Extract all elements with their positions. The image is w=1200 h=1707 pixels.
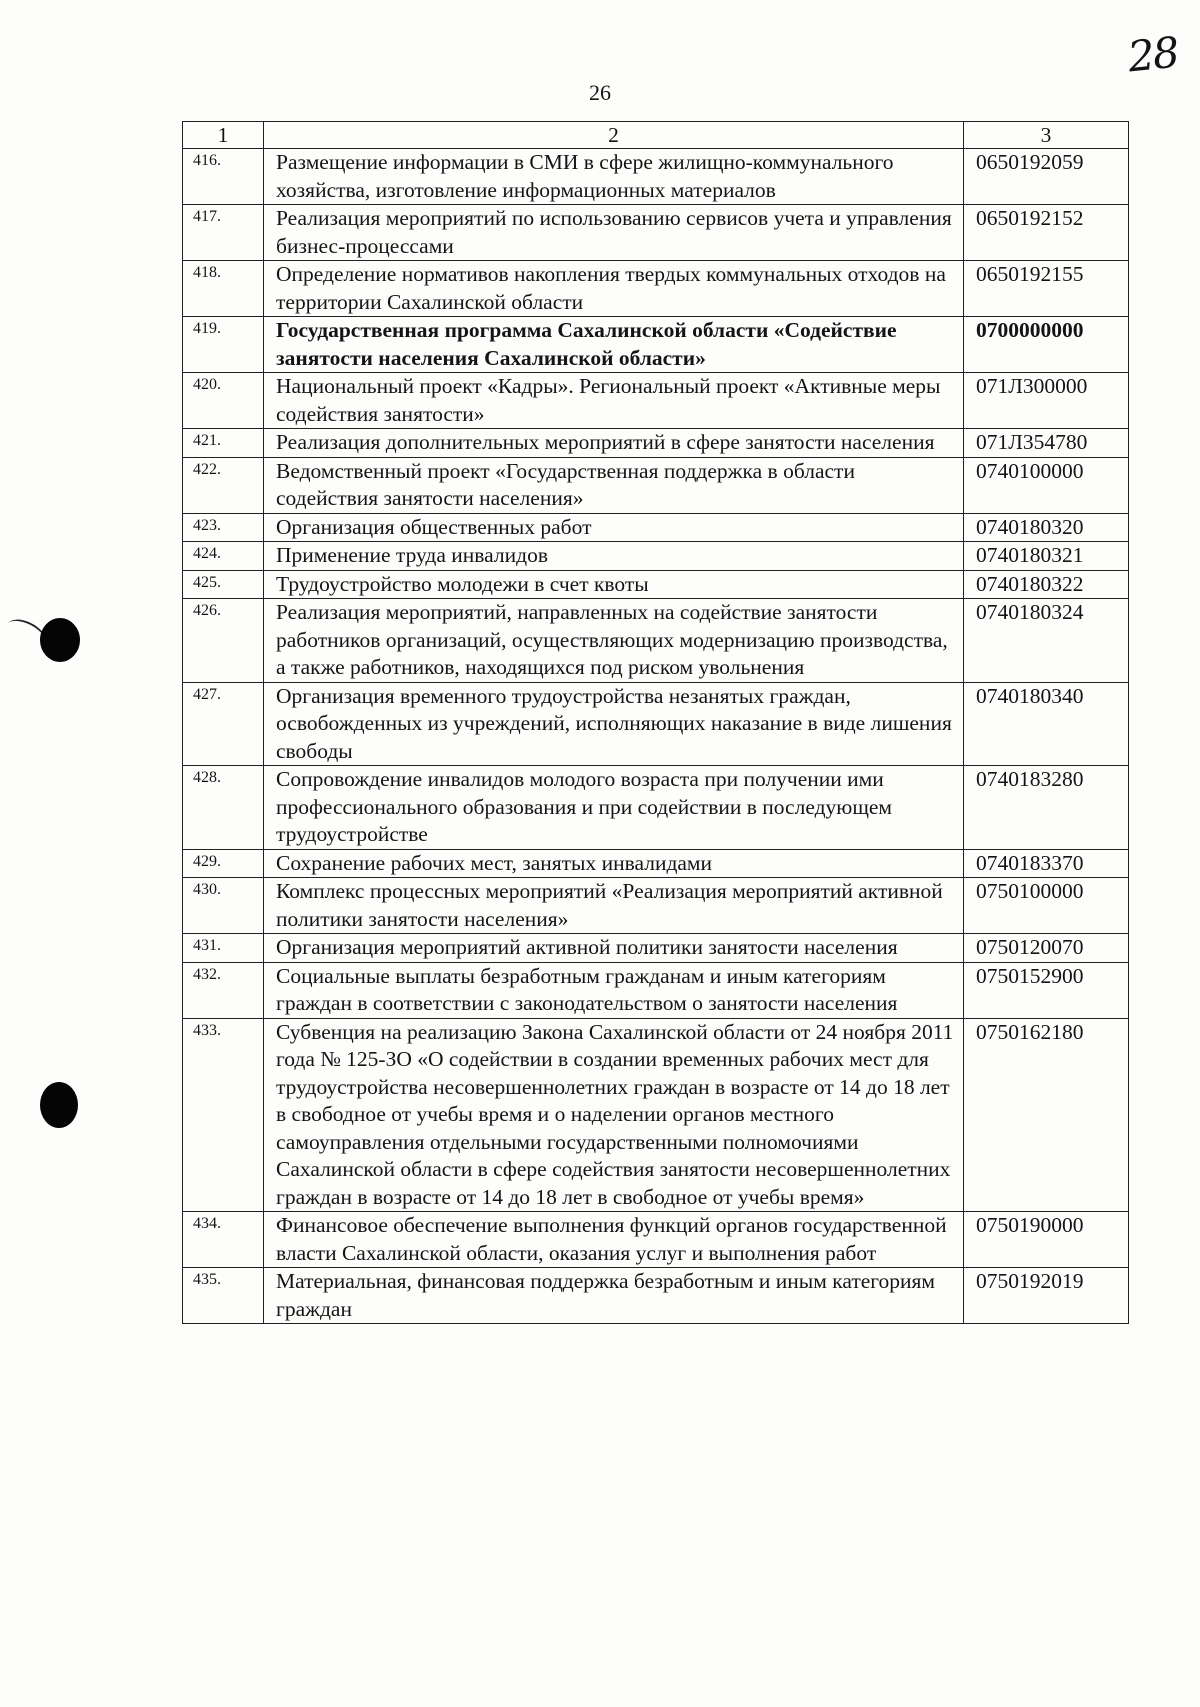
row-number-cell: 427. xyxy=(183,682,264,766)
row-code-cell: 0750192019 xyxy=(964,1268,1129,1324)
table-row xyxy=(183,149,1129,205)
table-row xyxy=(183,766,1129,850)
table-row xyxy=(183,934,1129,963)
row-code-cell: 0750152900 xyxy=(964,962,1129,1018)
row-code-cell: 0740183370 xyxy=(964,849,1129,878)
row-name-cell: Комплекс процессных мероприятий «Реализация мероприятий активной политики занятости населения» xyxy=(264,878,964,934)
row-code-cell: 0740180320 xyxy=(964,513,1129,542)
row-name-cell: Определение нормативов накопления твердых коммунальных отходов на территории Сахалинской области xyxy=(264,261,964,317)
row-name-cell: Трудоустройство молодежи в счет квоты xyxy=(264,570,964,599)
row-number-cell: 417. xyxy=(183,205,264,261)
row-code-cell: 0650192059 xyxy=(964,149,1129,205)
row-code-cell: 0740180340 xyxy=(964,682,1129,766)
handwritten-page-number: 28 xyxy=(1125,27,1180,82)
table-row xyxy=(183,878,1129,934)
row-number-cell: 420. xyxy=(183,373,264,429)
column-header-2: 2 xyxy=(264,122,964,149)
table-row xyxy=(183,682,1129,766)
table-row xyxy=(183,373,1129,429)
row-name-cell: Применение труда инвалидов xyxy=(264,542,964,571)
row-code-cell: 0740180322 xyxy=(964,570,1129,599)
table-row xyxy=(183,429,1129,458)
punch-hole-top xyxy=(40,618,80,662)
row-code-cell: 0650192152 xyxy=(964,205,1129,261)
row-code-cell: 0750190000 xyxy=(964,1212,1129,1268)
row-name-cell: Национальный проект «Кадры». Региональный проект «Активные меры содействия занятости» xyxy=(264,373,964,429)
row-name-cell: Реализация мероприятий, направленных на содействие занятости работников организаций, осуществляющих модернизацию производства, а также работников, находящихся под риском увольнения xyxy=(264,599,964,683)
table-row xyxy=(183,1212,1129,1268)
table-body xyxy=(183,149,1129,1324)
row-name-cell: Организация общественных работ xyxy=(264,513,964,542)
row-number-cell: 419. xyxy=(183,317,264,373)
row-code-cell: 0740100000 xyxy=(964,457,1129,513)
row-name-cell: Финансовое обеспечение выполнения функций органов государственной власти Сахалинской области, оказания услуг и выполнения работ xyxy=(264,1212,964,1268)
row-name-cell: Социальные выплаты безработным гражданам и иным категориям граждан в соответствии с законодательством о занятости населения xyxy=(264,962,964,1018)
row-code-cell: 0750120070 xyxy=(964,934,1129,963)
punch-hole-bottom xyxy=(40,1082,78,1128)
row-number-cell: 416. xyxy=(183,149,264,205)
row-name-cell: Материальная, финансовая поддержка безработным и иным категориям граждан xyxy=(264,1268,964,1324)
table-row xyxy=(183,1018,1129,1212)
row-number-cell: 421. xyxy=(183,429,264,458)
row-name-cell: Организация временного трудоустройства незанятых граждан, освобожденных из учреждений, исполняющих наказание в виде лишения свободы xyxy=(264,682,964,766)
table-row xyxy=(183,849,1129,878)
table-row xyxy=(183,261,1129,317)
table-row xyxy=(183,457,1129,513)
row-number-cell: 430. xyxy=(183,878,264,934)
row-name-cell: Сохранение рабочих мест, занятых инвалидами xyxy=(264,849,964,878)
table-row xyxy=(183,599,1129,683)
table-row xyxy=(183,570,1129,599)
row-name-cell: Ведомственный проект «Государственная поддержка в области содействия занятости населения» xyxy=(264,457,964,513)
row-code-cell: 071Л354780 xyxy=(964,429,1129,458)
row-name-cell: Сопровождение инвалидов молодого возраста при получении ими профессионального образования и при содействии в последующем трудоустройстве xyxy=(264,766,964,850)
row-number-cell: 428. xyxy=(183,766,264,850)
page-number: 26 xyxy=(589,80,611,105)
row-number-cell: 418. xyxy=(183,261,264,317)
row-code-cell: 0700000000 xyxy=(964,317,1129,373)
table-row xyxy=(183,205,1129,261)
table-row xyxy=(183,513,1129,542)
column-header-3: 3 xyxy=(964,122,1129,149)
row-number-cell: 424. xyxy=(183,542,264,571)
table-row xyxy=(183,542,1129,571)
row-code-cell: 0750100000 xyxy=(964,878,1129,934)
column-header-1: 1 xyxy=(183,122,264,149)
table-row xyxy=(183,317,1129,373)
row-number-cell: 434. xyxy=(183,1212,264,1268)
row-number-cell: 432. xyxy=(183,962,264,1018)
row-code-cell: 0650192155 xyxy=(964,261,1129,317)
row-number-cell: 429. xyxy=(183,849,264,878)
table-row xyxy=(183,962,1129,1018)
row-number-cell: 425. xyxy=(183,570,264,599)
row-code-cell: 0740183280 xyxy=(964,766,1129,850)
row-number-cell: 423. xyxy=(183,513,264,542)
row-name-cell: Реализация дополнительных мероприятий в сфере занятости населения xyxy=(264,429,964,458)
row-name-cell: Реализация мероприятий по использованию сервисов учета и управления бизнес-процессами xyxy=(264,205,964,261)
row-name-cell: Организация мероприятий активной политики занятости населения xyxy=(264,934,964,963)
row-code-cell: 0740180321 xyxy=(964,542,1129,571)
row-number-cell: 426. xyxy=(183,599,264,683)
row-code-cell: 0740180324 xyxy=(964,599,1129,683)
row-number-cell: 433. xyxy=(183,1018,264,1212)
codes-table xyxy=(182,121,1129,1324)
row-name-cell: Субвенция на реализацию Закона Сахалинской области от 24 ноября 2011 года № 125-ЗО «О содействии в создании временных рабочих мест для трудоустройства несовершеннолетних граждан в возрасте от 14 до 18 лет в свободное от учебы время и о наделении органов местного самоуправления отдельными государственными полномочиями Сахалинской области в сфере содействия занятости несовершеннолетних граждан в возрасте от 14 до 18 лет в свободное от учебы время» xyxy=(264,1018,964,1212)
table-header-row xyxy=(183,122,1129,149)
row-code-cell: 0750162180 xyxy=(964,1018,1129,1212)
row-number-cell: 422. xyxy=(183,457,264,513)
row-name-cell: Размещение информации в СМИ в сфере жилищно-коммунального хозяйства, изготовление информационных материалов xyxy=(264,149,964,205)
row-number-cell: 431. xyxy=(183,934,264,963)
table-row xyxy=(183,1268,1129,1324)
row-number-cell: 435. xyxy=(183,1268,264,1324)
row-code-cell: 071Л300000 xyxy=(964,373,1129,429)
row-name-cell: Государственная программа Сахалинской области «Содействие занятости населения Сахалинской области» xyxy=(264,317,964,373)
